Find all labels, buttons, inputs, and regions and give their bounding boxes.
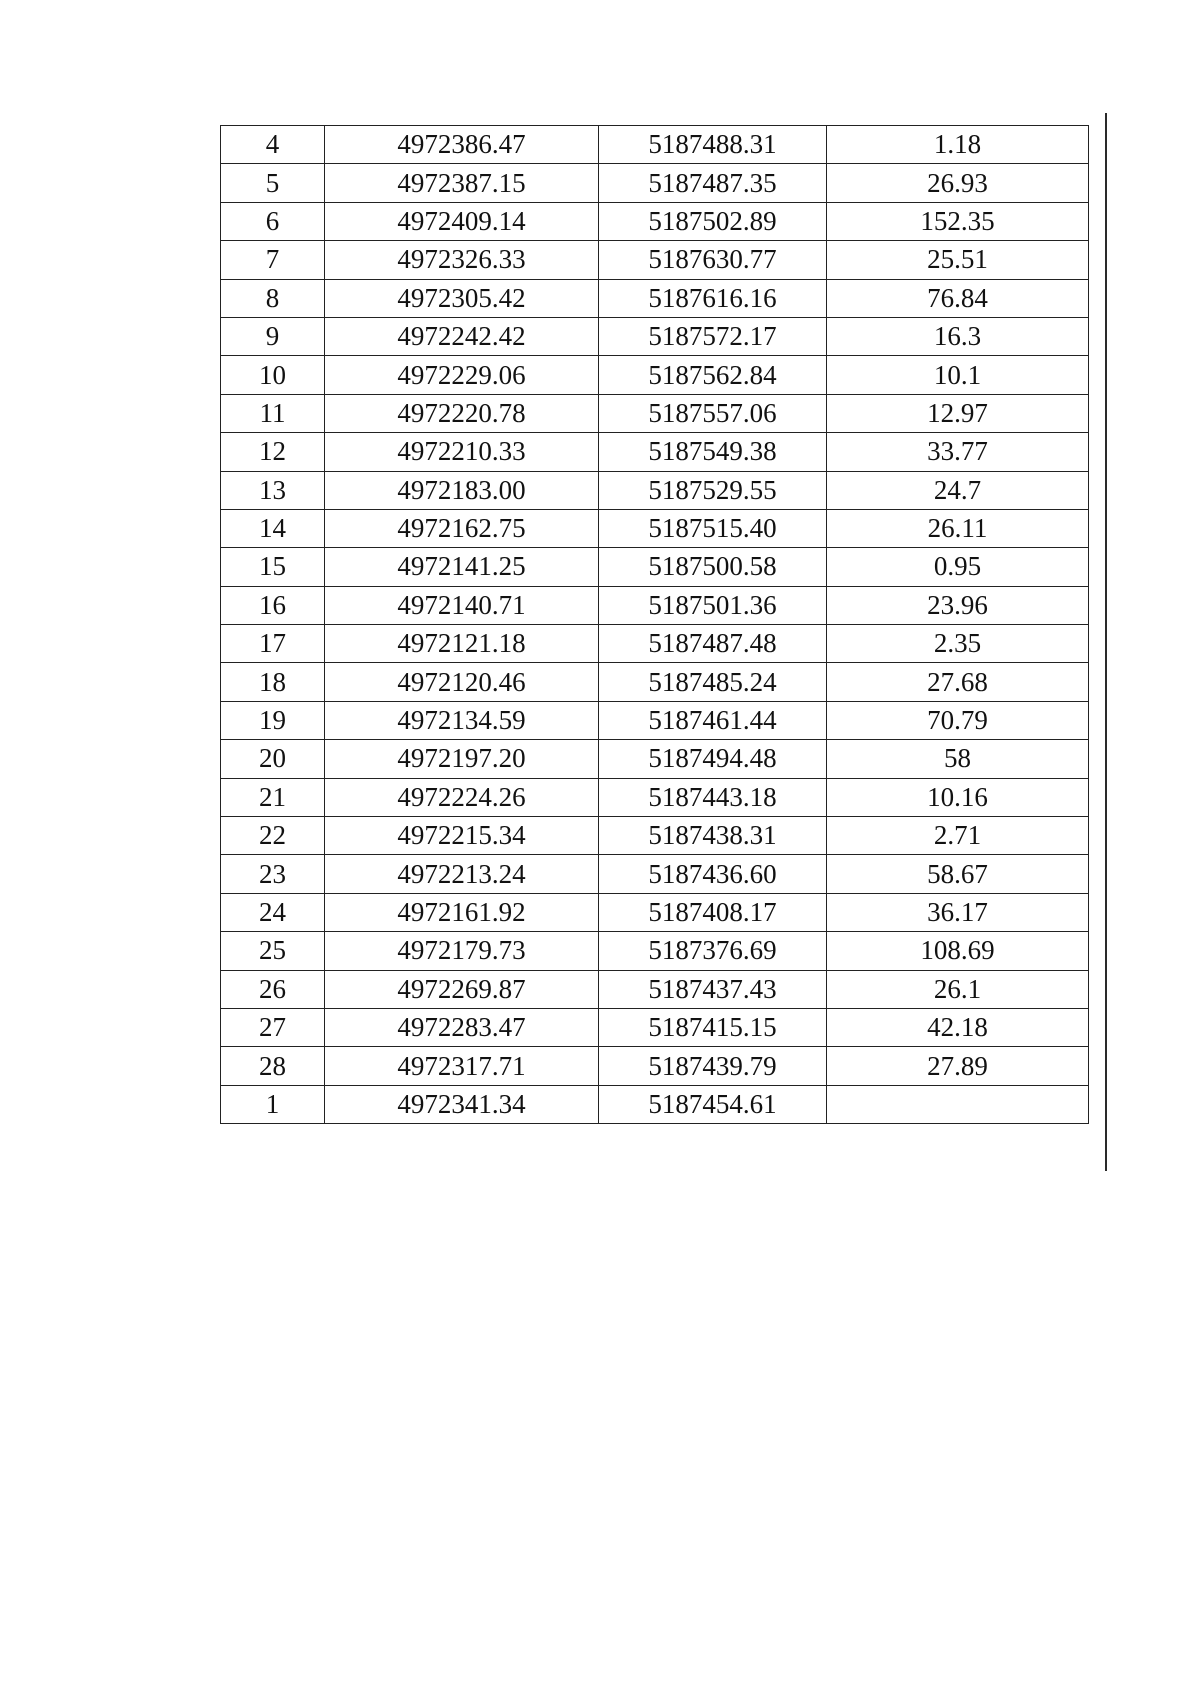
point-number-cell: 11 — [221, 394, 325, 432]
table-row — [221, 1008, 1089, 1046]
distance-cell: 33.77 — [827, 433, 1089, 471]
y-coordinate-cell: 5187515.40 — [599, 509, 827, 547]
x-coordinate-cell: 4972229.06 — [325, 356, 599, 394]
table-row — [221, 164, 1089, 202]
distance-cell: 25.51 — [827, 241, 1089, 279]
point-number-cell: 4 — [221, 126, 325, 164]
x-coordinate-cell: 4972121.18 — [325, 625, 599, 663]
table-row — [221, 433, 1089, 471]
table-row — [221, 126, 1089, 164]
x-coordinate-cell: 4972386.47 — [325, 126, 599, 164]
x-coordinate-cell: 4972269.87 — [325, 970, 599, 1008]
distance-cell: 70.79 — [827, 701, 1089, 739]
y-coordinate-cell: 5187549.38 — [599, 433, 827, 471]
y-coordinate-cell: 5187500.58 — [599, 548, 827, 586]
y-coordinate-cell: 5187557.06 — [599, 394, 827, 432]
x-coordinate-cell: 4972326.33 — [325, 241, 599, 279]
table-row — [221, 663, 1089, 701]
point-number-cell: 5 — [221, 164, 325, 202]
y-coordinate-cell: 5187487.35 — [599, 164, 827, 202]
y-coordinate-cell: 5187501.36 — [599, 586, 827, 624]
x-coordinate-cell: 4972210.33 — [325, 433, 599, 471]
distance-cell: 1.18 — [827, 126, 1089, 164]
table-row — [221, 855, 1089, 893]
x-coordinate-cell: 4972224.26 — [325, 778, 599, 816]
distance-cell: 23.96 — [827, 586, 1089, 624]
x-coordinate-cell: 4972387.15 — [325, 164, 599, 202]
table-row — [221, 471, 1089, 509]
y-coordinate-cell: 5187562.84 — [599, 356, 827, 394]
y-coordinate-cell: 5187454.61 — [599, 1085, 827, 1123]
x-coordinate-cell: 4972341.34 — [325, 1085, 599, 1123]
coordinates-table — [220, 125, 1089, 1124]
table-row — [221, 1047, 1089, 1085]
y-coordinate-cell: 5187616.16 — [599, 279, 827, 317]
distance-cell — [827, 1085, 1089, 1123]
point-number-cell: 23 — [221, 855, 325, 893]
table-row — [221, 548, 1089, 586]
distance-cell: 36.17 — [827, 893, 1089, 931]
y-coordinate-cell: 5187502.89 — [599, 202, 827, 240]
y-coordinate-cell: 5187443.18 — [599, 778, 827, 816]
point-number-cell: 18 — [221, 663, 325, 701]
y-coordinate-cell: 5187630.77 — [599, 241, 827, 279]
y-coordinate-cell: 5187439.79 — [599, 1047, 827, 1085]
point-number-cell: 19 — [221, 701, 325, 739]
table-row — [221, 778, 1089, 816]
table-row — [221, 932, 1089, 970]
point-number-cell: 1 — [221, 1085, 325, 1123]
x-coordinate-cell: 4972161.92 — [325, 893, 599, 931]
table-row — [221, 394, 1089, 432]
point-number-cell: 9 — [221, 317, 325, 355]
table-row — [221, 317, 1089, 355]
y-coordinate-cell: 5187376.69 — [599, 932, 827, 970]
y-coordinate-cell: 5187488.31 — [599, 126, 827, 164]
x-coordinate-cell: 4972183.00 — [325, 471, 599, 509]
point-number-cell: 24 — [221, 893, 325, 931]
distance-cell: 27.68 — [827, 663, 1089, 701]
table-row — [221, 817, 1089, 855]
distance-cell: 152.35 — [827, 202, 1089, 240]
x-coordinate-cell: 4972213.24 — [325, 855, 599, 893]
y-coordinate-cell: 5187487.48 — [599, 625, 827, 663]
x-coordinate-cell: 4972140.71 — [325, 586, 599, 624]
y-coordinate-cell: 5187494.48 — [599, 740, 827, 778]
point-number-cell: 14 — [221, 509, 325, 547]
coordinates-table-body — [221, 126, 1089, 1124]
distance-cell: 24.7 — [827, 471, 1089, 509]
x-coordinate-cell: 4972305.42 — [325, 279, 599, 317]
point-number-cell: 17 — [221, 625, 325, 663]
distance-cell: 2.71 — [827, 817, 1089, 855]
point-number-cell: 13 — [221, 471, 325, 509]
distance-cell: 27.89 — [827, 1047, 1089, 1085]
x-coordinate-cell: 4972220.78 — [325, 394, 599, 432]
y-coordinate-cell: 5187461.44 — [599, 701, 827, 739]
x-coordinate-cell: 4972317.71 — [325, 1047, 599, 1085]
table-row — [221, 625, 1089, 663]
point-number-cell: 21 — [221, 778, 325, 816]
point-number-cell: 15 — [221, 548, 325, 586]
x-coordinate-cell: 4972162.75 — [325, 509, 599, 547]
x-coordinate-cell: 4972215.34 — [325, 817, 599, 855]
table-row — [221, 241, 1089, 279]
point-number-cell: 22 — [221, 817, 325, 855]
table-row — [221, 701, 1089, 739]
distance-cell: 42.18 — [827, 1008, 1089, 1046]
distance-cell: 26.11 — [827, 509, 1089, 547]
table-row — [221, 356, 1089, 394]
point-number-cell: 28 — [221, 1047, 325, 1085]
y-coordinate-cell: 5187529.55 — [599, 471, 827, 509]
y-coordinate-cell: 5187415.15 — [599, 1008, 827, 1046]
point-number-cell: 16 — [221, 586, 325, 624]
point-number-cell: 27 — [221, 1008, 325, 1046]
distance-cell: 26.93 — [827, 164, 1089, 202]
x-coordinate-cell: 4972120.46 — [325, 663, 599, 701]
table-row — [221, 509, 1089, 547]
distance-cell: 10.16 — [827, 778, 1089, 816]
y-coordinate-cell: 5187438.31 — [599, 817, 827, 855]
page-edge-line — [1105, 113, 1107, 1171]
distance-cell: 58 — [827, 740, 1089, 778]
point-number-cell: 25 — [221, 932, 325, 970]
y-coordinate-cell: 5187437.43 — [599, 970, 827, 1008]
x-coordinate-cell: 4972283.47 — [325, 1008, 599, 1046]
table-row — [221, 202, 1089, 240]
distance-cell: 2.35 — [827, 625, 1089, 663]
x-coordinate-cell: 4972242.42 — [325, 317, 599, 355]
point-number-cell: 26 — [221, 970, 325, 1008]
distance-cell: 0.95 — [827, 548, 1089, 586]
y-coordinate-cell: 5187408.17 — [599, 893, 827, 931]
distance-cell: 76.84 — [827, 279, 1089, 317]
x-coordinate-cell: 4972197.20 — [325, 740, 599, 778]
x-coordinate-cell: 4972179.73 — [325, 932, 599, 970]
point-number-cell: 20 — [221, 740, 325, 778]
table-row — [221, 1085, 1089, 1123]
distance-cell: 16.3 — [827, 317, 1089, 355]
y-coordinate-cell: 5187485.24 — [599, 663, 827, 701]
table-row — [221, 279, 1089, 317]
point-number-cell: 7 — [221, 241, 325, 279]
x-coordinate-cell: 4972134.59 — [325, 701, 599, 739]
table-row — [221, 893, 1089, 931]
point-number-cell: 12 — [221, 433, 325, 471]
distance-cell: 12.97 — [827, 394, 1089, 432]
x-coordinate-cell: 4972141.25 — [325, 548, 599, 586]
point-number-cell: 10 — [221, 356, 325, 394]
point-number-cell: 8 — [221, 279, 325, 317]
distance-cell: 108.69 — [827, 932, 1089, 970]
y-coordinate-cell: 5187572.17 — [599, 317, 827, 355]
table-row — [221, 970, 1089, 1008]
x-coordinate-cell: 4972409.14 — [325, 202, 599, 240]
distance-cell: 26.1 — [827, 970, 1089, 1008]
distance-cell: 10.1 — [827, 356, 1089, 394]
point-number-cell: 6 — [221, 202, 325, 240]
table-row — [221, 586, 1089, 624]
table-row — [221, 740, 1089, 778]
y-coordinate-cell: 5187436.60 — [599, 855, 827, 893]
distance-cell: 58.67 — [827, 855, 1089, 893]
